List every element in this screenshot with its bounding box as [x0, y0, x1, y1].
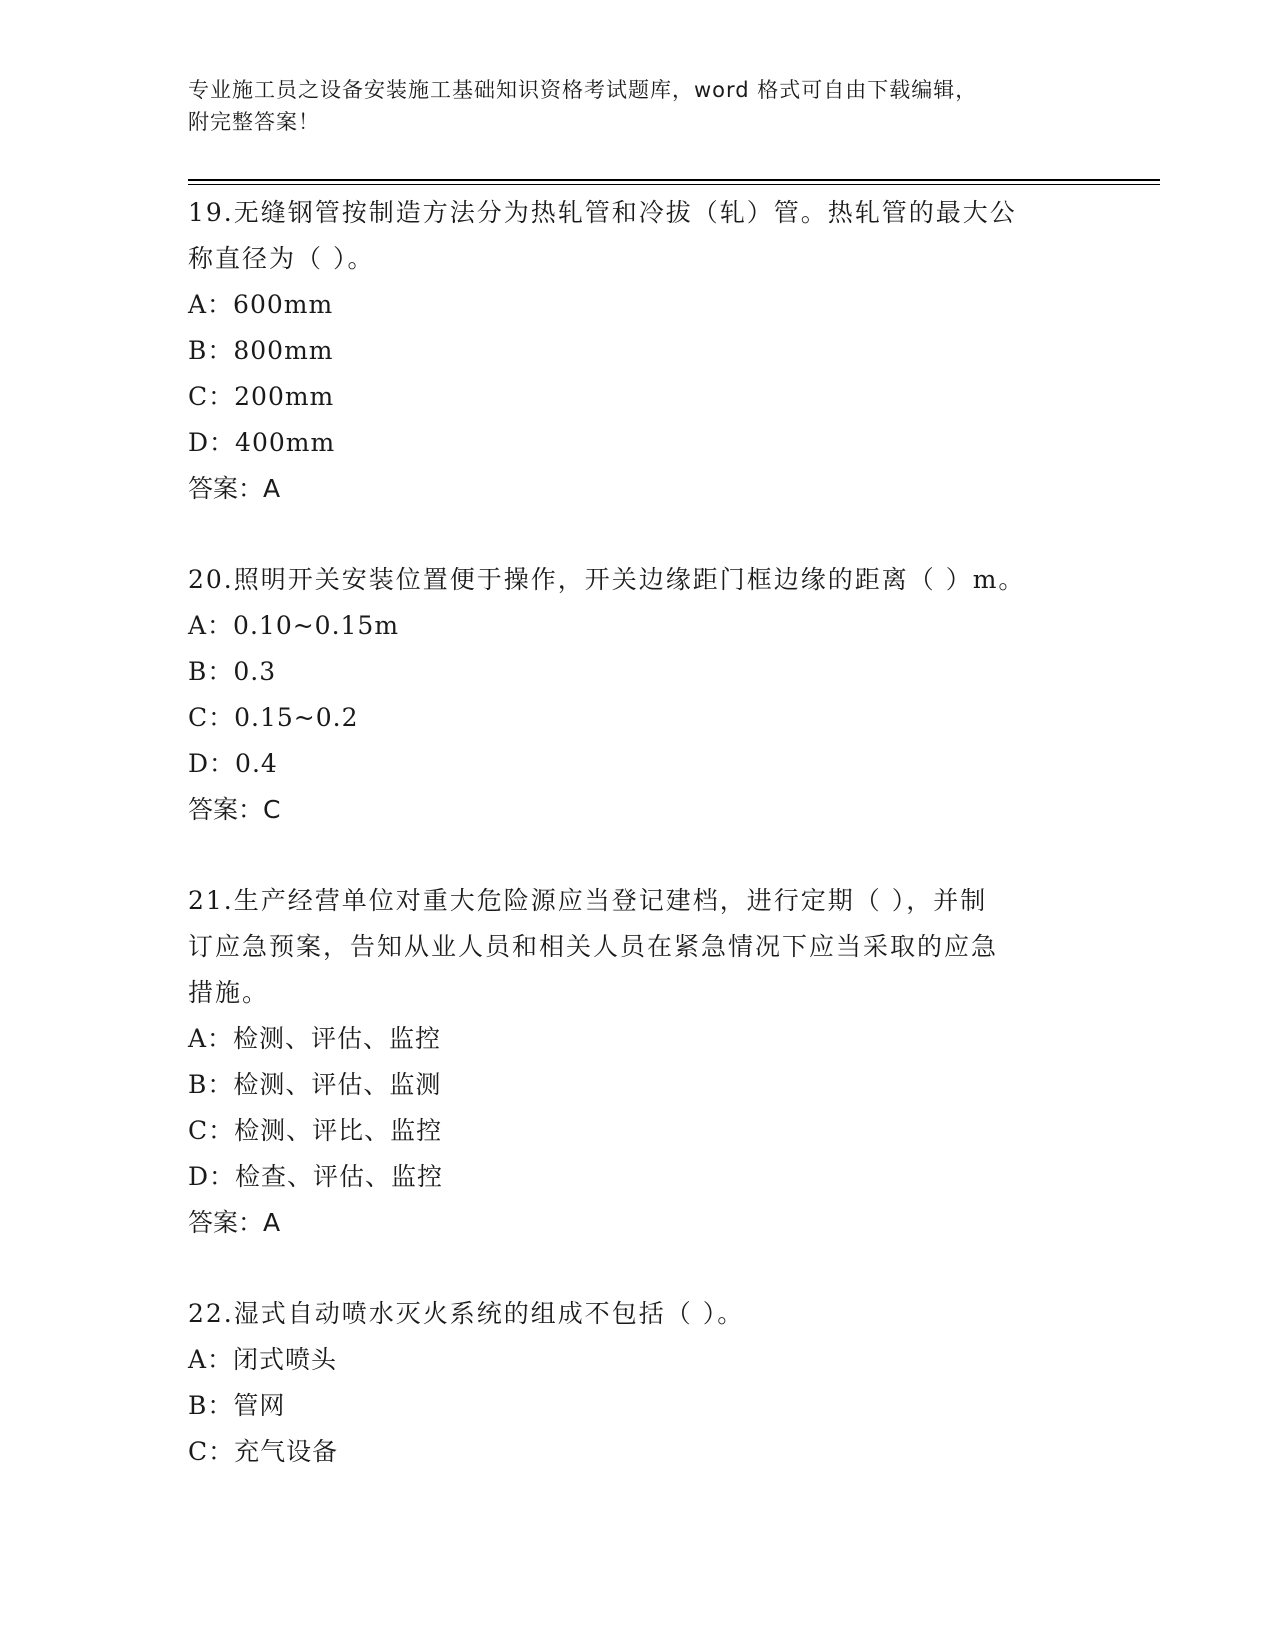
header-rule-bottom — [188, 184, 1160, 185]
option-b: B：800mm — [188, 336, 334, 365]
option-d: D：400mm — [188, 428, 336, 457]
question-list — [188, 190, 1088, 1475]
question-19 — [188, 190, 1088, 512]
option-d: D：0.4 — [188, 749, 278, 778]
option-b: B：0.3 — [188, 657, 277, 686]
option-c: C：检测、评比、监控 — [188, 1116, 443, 1145]
header-rule-top — [188, 179, 1160, 181]
option-a: A：0.10~0.15m — [188, 611, 400, 640]
question-spacer — [188, 1246, 1088, 1291]
question-stem-line: 22.湿式自动喷水灭火系统的组成不包括（ ）。 — [188, 1299, 745, 1328]
option-c: C：0.15~0.2 — [188, 703, 359, 732]
question-stem-line: 20.照明开关安装位置便于操作，开关边缘距门框边缘的距离（ ）m。 — [188, 565, 1026, 594]
option-c: C：200mm — [188, 382, 335, 411]
option-a: A：闭式喷头 — [188, 1345, 338, 1374]
question-spacer — [188, 512, 1088, 557]
option-a: A：600mm — [188, 290, 334, 319]
answer-line: 答案：A — [188, 1208, 281, 1237]
question-20 — [188, 557, 1088, 833]
document-header — [188, 74, 1068, 138]
question-stem-line: 称直径为（ ）。 — [188, 244, 375, 273]
answer-line: 答案：A — [188, 474, 281, 503]
option-b: B：管网 — [188, 1391, 286, 1420]
question-22 — [188, 1291, 1088, 1475]
header-line-1: 专业施工员之设备安装施工基础知识资格考试题库，word 格式可自由下载编辑， — [188, 78, 978, 102]
option-d: D：检查、评估、监控 — [188, 1162, 444, 1191]
question-stem-line: 措施。 — [188, 978, 270, 1007]
question-stem-line: 19.无缝钢管按制造方法分为热轧管和冷拔（轧）管。热轧管的最大公 — [188, 198, 1017, 227]
answer-line: 答案：C — [188, 795, 281, 824]
option-c: C：充气设备 — [188, 1437, 339, 1466]
question-stem-line: 订应急预案，告知从业人员和相关人员在紧急情况下应当采取的应急 — [188, 932, 999, 961]
option-a: A：检测、评估、监控 — [188, 1024, 442, 1053]
header-line-2: 附完整答案！ — [188, 110, 320, 134]
question-spacer — [188, 833, 1088, 878]
option-b: B：检测、评估、监测 — [188, 1070, 442, 1099]
question-stem-line: 21.生产经营单位对重大危险源应当登记建档，进行定期（ ），并制 — [188, 886, 988, 915]
question-21 — [188, 878, 1088, 1246]
